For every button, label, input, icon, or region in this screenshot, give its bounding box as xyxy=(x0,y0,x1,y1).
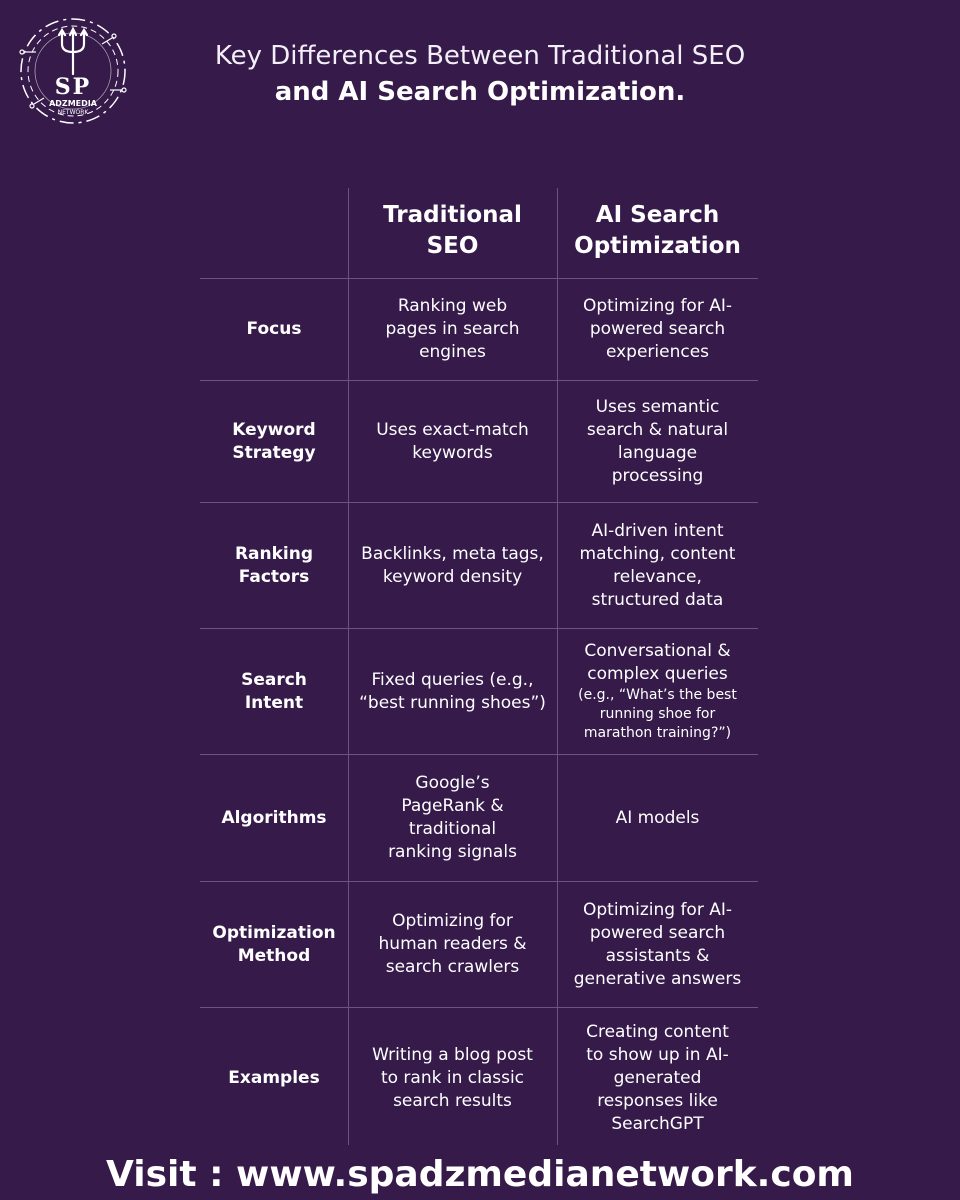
traditional-cell: Fixed queries (e.g., “best running shoes”) xyxy=(359,669,546,713)
table-header xyxy=(200,188,758,278)
table-row xyxy=(200,502,758,628)
website-link[interactable]: Visit : www.spadzmedianetwork.com xyxy=(106,1154,854,1195)
row-label: Keyword Strategy xyxy=(232,419,316,463)
header-ai-search: AI Search Optimization xyxy=(574,202,741,259)
row-label: Focus xyxy=(246,319,302,339)
ai-cell: Conversational & complex queries (e.g., “What’s the best running shoe for marathon training?”) xyxy=(578,641,737,741)
ai-cell: AI-driven intent matching, content relevance, structured data xyxy=(579,520,736,610)
row-label: Search Intent xyxy=(241,669,307,713)
ai-cell: Optimizing for AI-powered search assistants & generative answers xyxy=(573,899,742,989)
row-label: Algorithms xyxy=(221,807,327,828)
row-label: Ranking Factors xyxy=(234,543,314,587)
traditional-cell: Optimizing for human readers & search crawlers xyxy=(378,911,527,977)
page-title xyxy=(150,38,810,110)
traditional-cell: Ranking web pages in search engines xyxy=(385,296,520,362)
ai-cell: Creating content to show up in AI-generated responses like SearchGPT xyxy=(586,1022,729,1134)
logo-initials: SP xyxy=(54,74,92,100)
table-row xyxy=(200,380,758,502)
table-row xyxy=(200,881,758,1007)
traditional-cell: Uses exact-match keywords xyxy=(376,419,529,463)
header-empty xyxy=(200,188,348,278)
brand-logo xyxy=(14,12,132,130)
table-row xyxy=(200,754,758,881)
title-line-1: Key Differences Between Traditional SEO xyxy=(214,41,746,71)
table-row xyxy=(200,1007,758,1149)
comparison-table xyxy=(200,188,758,1149)
header-traditional-seo: Traditional SEO xyxy=(383,202,522,259)
row-label: Optimization Method xyxy=(212,922,336,966)
traditional-cell: Google’s PageRank & traditional ranking signals xyxy=(388,773,517,862)
traditional-cell: Backlinks, meta tags, keyword density xyxy=(361,543,544,587)
row-label: Examples xyxy=(228,1068,320,1088)
title-line-2: and AI Search Optimization. xyxy=(274,77,686,107)
table-row xyxy=(200,628,758,754)
table-row xyxy=(200,278,758,380)
logo-brand: ADZMEDIA xyxy=(49,99,97,108)
ai-cell: AI models xyxy=(615,807,700,828)
ai-cell: Optimizing for AI-powered search experiences xyxy=(582,296,732,362)
ai-cell: Uses semantic search & natural language processing xyxy=(586,396,729,486)
logo-network: NETWORK xyxy=(57,109,89,116)
trident-icon xyxy=(58,26,88,76)
traditional-cell: Writing a blog post to rank in classic search results xyxy=(372,1045,533,1111)
